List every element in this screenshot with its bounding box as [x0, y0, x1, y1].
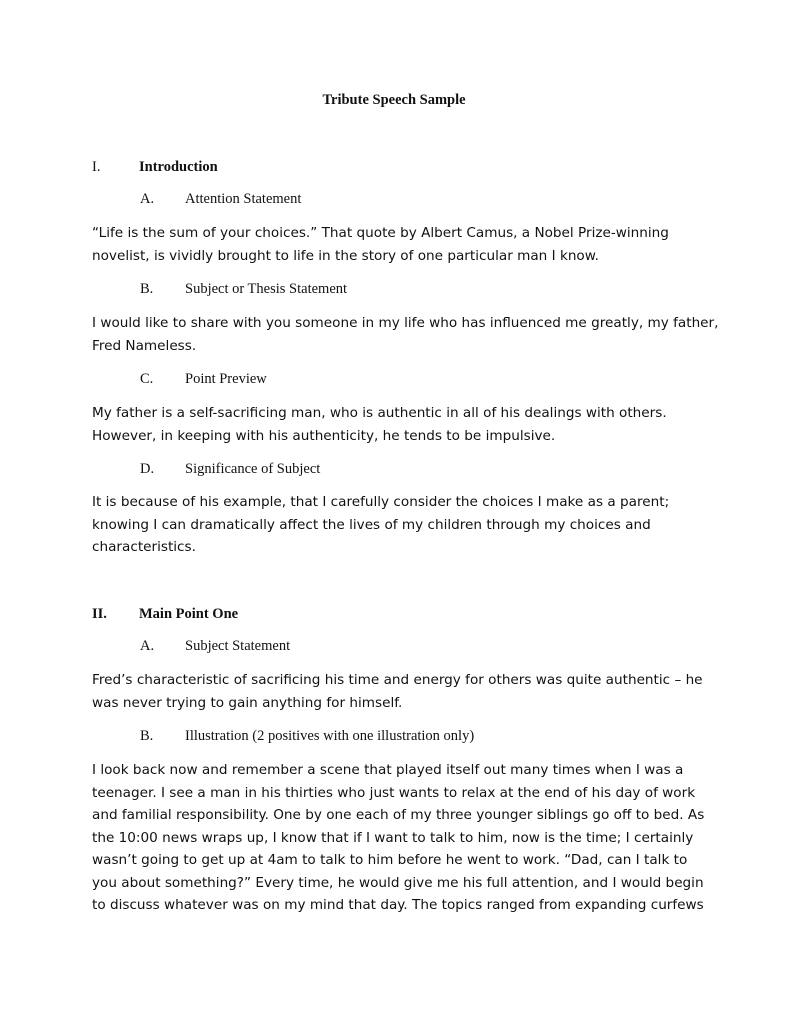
paragraph-line: Fred’s characteristic of sacrificing his time and energy for others was quite authentic – he	[92, 672, 703, 688]
subheading-label: Point Preview	[185, 371, 267, 387]
section-label: Main Point One	[139, 606, 239, 622]
subheading-label: Attention Statement	[185, 191, 302, 207]
subheading-letter: A.	[140, 191, 155, 207]
paragraph-attention-statement	[92, 222, 712, 267]
paragraph-line: My father is a self-sacrificing man, who is authentic in all of his dealings with others.	[92, 405, 667, 421]
subheading-letter: A.	[140, 638, 155, 654]
paragraph-line: Fred Nameless.	[92, 337, 197, 354]
paragraph-line: to discuss whatever was on my mind that day. The topics ranged from expanding curfews	[92, 897, 704, 913]
paragraph-line: characteristics.	[92, 539, 196, 555]
paragraph-line: However, in keeping with his authenticity, he tends to be impulsive.	[92, 427, 556, 444]
section-heading-introduction	[92, 158, 218, 176]
subheading-subject-statement	[140, 637, 290, 655]
subheading-point-preview	[140, 370, 267, 388]
subheading-label: Illustration (2 positives with one illustration only)	[185, 728, 475, 744]
paragraph-line: knowing I can dramatically affect the lives of my children through my choices and	[92, 516, 651, 533]
paragraph-significance	[92, 491, 712, 559]
subheading-letter: D.	[140, 461, 155, 477]
subheading-letter: B.	[140, 728, 154, 744]
document-title: Tribute Speech Sample	[322, 92, 466, 108]
section-label: Introduction	[139, 159, 218, 175]
paragraph-line: wasn’t going to get up at 4am to talk to him before he went to work. “Dad, can I talk to	[92, 852, 688, 868]
paragraph-line: was never trying to gain anything for himself.	[92, 694, 403, 711]
paragraph-line: I would like to share with you someone in my life who has influenced me greatly, my father,	[92, 315, 719, 331]
subheading-label: Significance of Subject	[185, 461, 321, 477]
paragraph-illustration	[92, 759, 712, 917]
subheading-label: Subject or Thesis Statement	[185, 281, 348, 297]
section-heading-main-point-one	[92, 605, 238, 623]
paragraph-thesis-statement	[92, 312, 719, 357]
paragraph-line: and familial responsibility. One by one each of my three younger siblings go off to bed. As	[92, 807, 705, 823]
paragraph-subject-statement	[92, 669, 712, 714]
paragraph-point-preview	[92, 402, 712, 447]
paragraph-line: I look back now and remember a scene that played itself out many times when I was a	[92, 762, 684, 778]
subheading-letter: B.	[140, 281, 154, 297]
paragraph-line: teenager. I see a man in his thirties who just wants to relax at the end of his day of work	[92, 784, 696, 801]
subheading-illustration	[140, 727, 474, 745]
section-numeral: I.	[92, 159, 101, 175]
paragraph-line: “Life is the sum of your choices.” That quote by Albert Camus, a Nobel Prize-winning	[92, 225, 669, 241]
subheading-label: Subject Statement	[185, 638, 291, 654]
paragraph-line: the 10:00 news wraps up, I know that if I want to talk to him, now is the time; I certainly	[92, 829, 694, 846]
subheading-significance	[140, 460, 320, 478]
paragraph-line: you about something?” Every time, he would give me his full attention, and I would begin	[92, 874, 704, 891]
paragraph-line: novelist, is vividly brought to life in the story of one particular man I know.	[92, 247, 599, 264]
paragraph-line: It is because of his example, that I carefully consider the choices I make as a parent;	[92, 494, 670, 510]
subheading-thesis-statement	[140, 280, 347, 298]
subheading-attention-statement	[140, 190, 301, 208]
subheading-letter: C.	[140, 371, 154, 387]
section-numeral: II.	[92, 606, 107, 622]
